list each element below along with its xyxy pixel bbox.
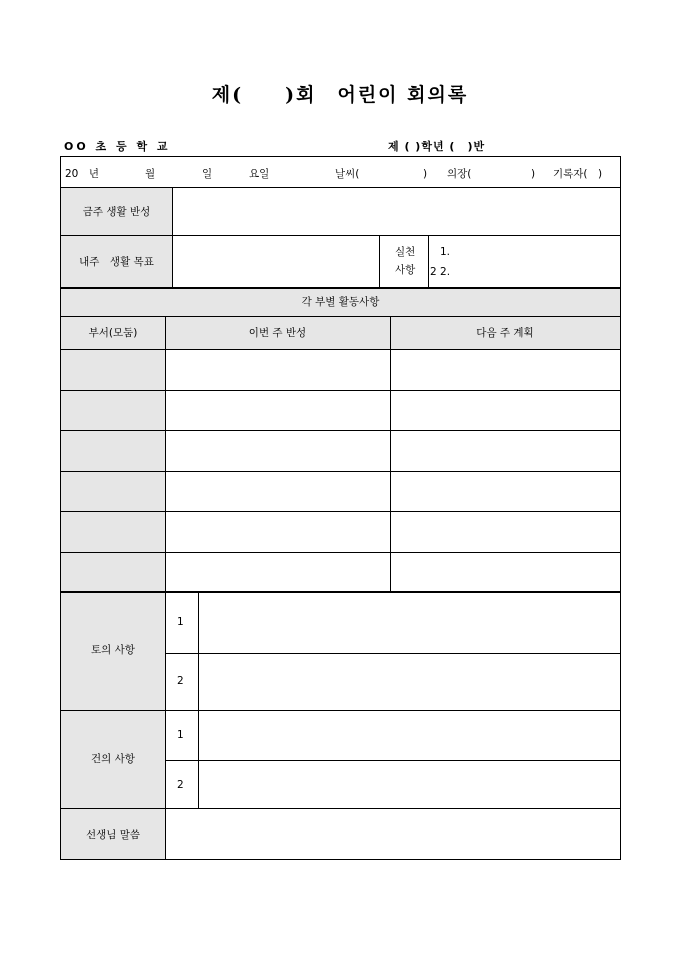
page-title: 제( )회 어린이 회의록	[211, 84, 469, 106]
chair-close: )	[531, 168, 536, 180]
minutes-form	[60, 156, 621, 860]
school-name: OO 초 등 학 교	[64, 140, 171, 153]
discussion-number-1: 1	[177, 616, 184, 628]
suggestion-label: 건의 사항	[91, 753, 135, 765]
discussion-label: 토의 사항	[91, 644, 135, 656]
discussion-number-2: 2	[177, 675, 184, 687]
practice-label-1: 실천	[395, 246, 416, 258]
year-field: 20 년	[65, 168, 100, 180]
chair-field: 의장(	[447, 168, 472, 180]
dept-header-reflection: 이번 주 반성	[248, 327, 307, 339]
suggestion-number-2: 2	[177, 779, 184, 791]
dept-header-plan: 다음 주 계획	[476, 327, 534, 339]
dept-section-title: 각 부별 활동사항	[301, 296, 380, 308]
weather-field: 날씨(	[335, 168, 360, 180]
dept-header-name: 부서(모둠)	[88, 327, 138, 339]
practice-item-1: 1.	[440, 246, 451, 258]
practice-label-2: 사항	[395, 264, 416, 276]
month-field: 월	[145, 168, 156, 180]
recorder-field: 기록자( )	[553, 168, 603, 180]
day-field: 일	[202, 168, 213, 180]
weekday-field: 요일	[249, 168, 270, 180]
grade-class: 제 ( )학년 ( )반	[388, 140, 486, 153]
reflection-label: 금주 생활 반성	[82, 206, 151, 218]
goal-label: 내주 생활 목표	[79, 256, 154, 268]
weather-close: )	[423, 168, 428, 180]
teacher-label: 선생님 말씀	[85, 829, 141, 841]
practice-item-2: 2 2.	[430, 266, 451, 278]
suggestion-number-1: 1	[177, 729, 184, 741]
